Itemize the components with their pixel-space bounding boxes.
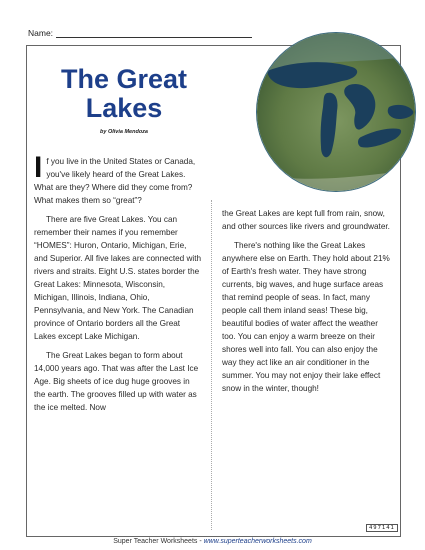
byline: by Olivia Mendoza: [100, 129, 148, 135]
article-column-left: [34, 151, 202, 414]
footer-text: Super Teacher Worksheets -: [113, 538, 204, 545]
column-divider: [211, 200, 212, 530]
intro-text: f you live in the United States or Canada, you've likely heard of the Great Lakes. What are they? Where did they come from? What makes them so “great”?: [34, 157, 196, 205]
paragraph-continuation: the Great Lakes are kept full from rain, snow, and other sources like rivers and groundwater.: [222, 209, 390, 231]
name-line: [28, 28, 252, 38]
name-label: Name:: [28, 28, 54, 38]
worksheet-code: 497141: [366, 524, 398, 532]
paragraph-inland-seas: There's nothing like the Great Lakes anywhere else on Earth. They hold about 21% of Earth's fresh water. They have strong currents, big waves, and huge surface areas that remind people of seas. In fact, many people call them inland seas! These big, beautiful bodies of water affect the weather too. You can enjoy a warm breeze on their shores well into fall. You can also enjoy the way they act like an air conditioner in the summer. You may not enjoy their lake effect snow in the winter, though!: [222, 241, 390, 393]
footer-link[interactable]: www.superteacherworksheets.com: [203, 538, 312, 545]
name-field[interactable]: [56, 29, 252, 38]
article-title: The Great Lakes: [60, 64, 188, 123]
intro-paragraph: [34, 151, 202, 207]
great-lakes-satellite-image: [256, 32, 416, 192]
drop-cap: I: [34, 151, 43, 184]
paragraph-formation: The Great Lakes began to form about 14,000 years ago. That was after the Last Ice Age. Big sheets of ice dug huge grooves in the earth. The grooves filled up with water as the ice melted. Now: [34, 351, 199, 412]
paragraph-homes: There are five Great Lakes. You can remember their names if you remember “HOMES”: Huron, Ontario, Michigan, Erie, and Superior. All five lakes are connected with rivers and straits. Eight U.S. states border the Great Lakes: Minnesota, Wisconsin, Michigan, Illinois, Indiana, Ohio, Pennsylvania, and New York. The Canadian province of Ontario borders all the Great Lakes except Lake Michigan.: [34, 215, 202, 341]
article-column-right: [222, 207, 392, 395]
footer: [0, 538, 425, 545]
